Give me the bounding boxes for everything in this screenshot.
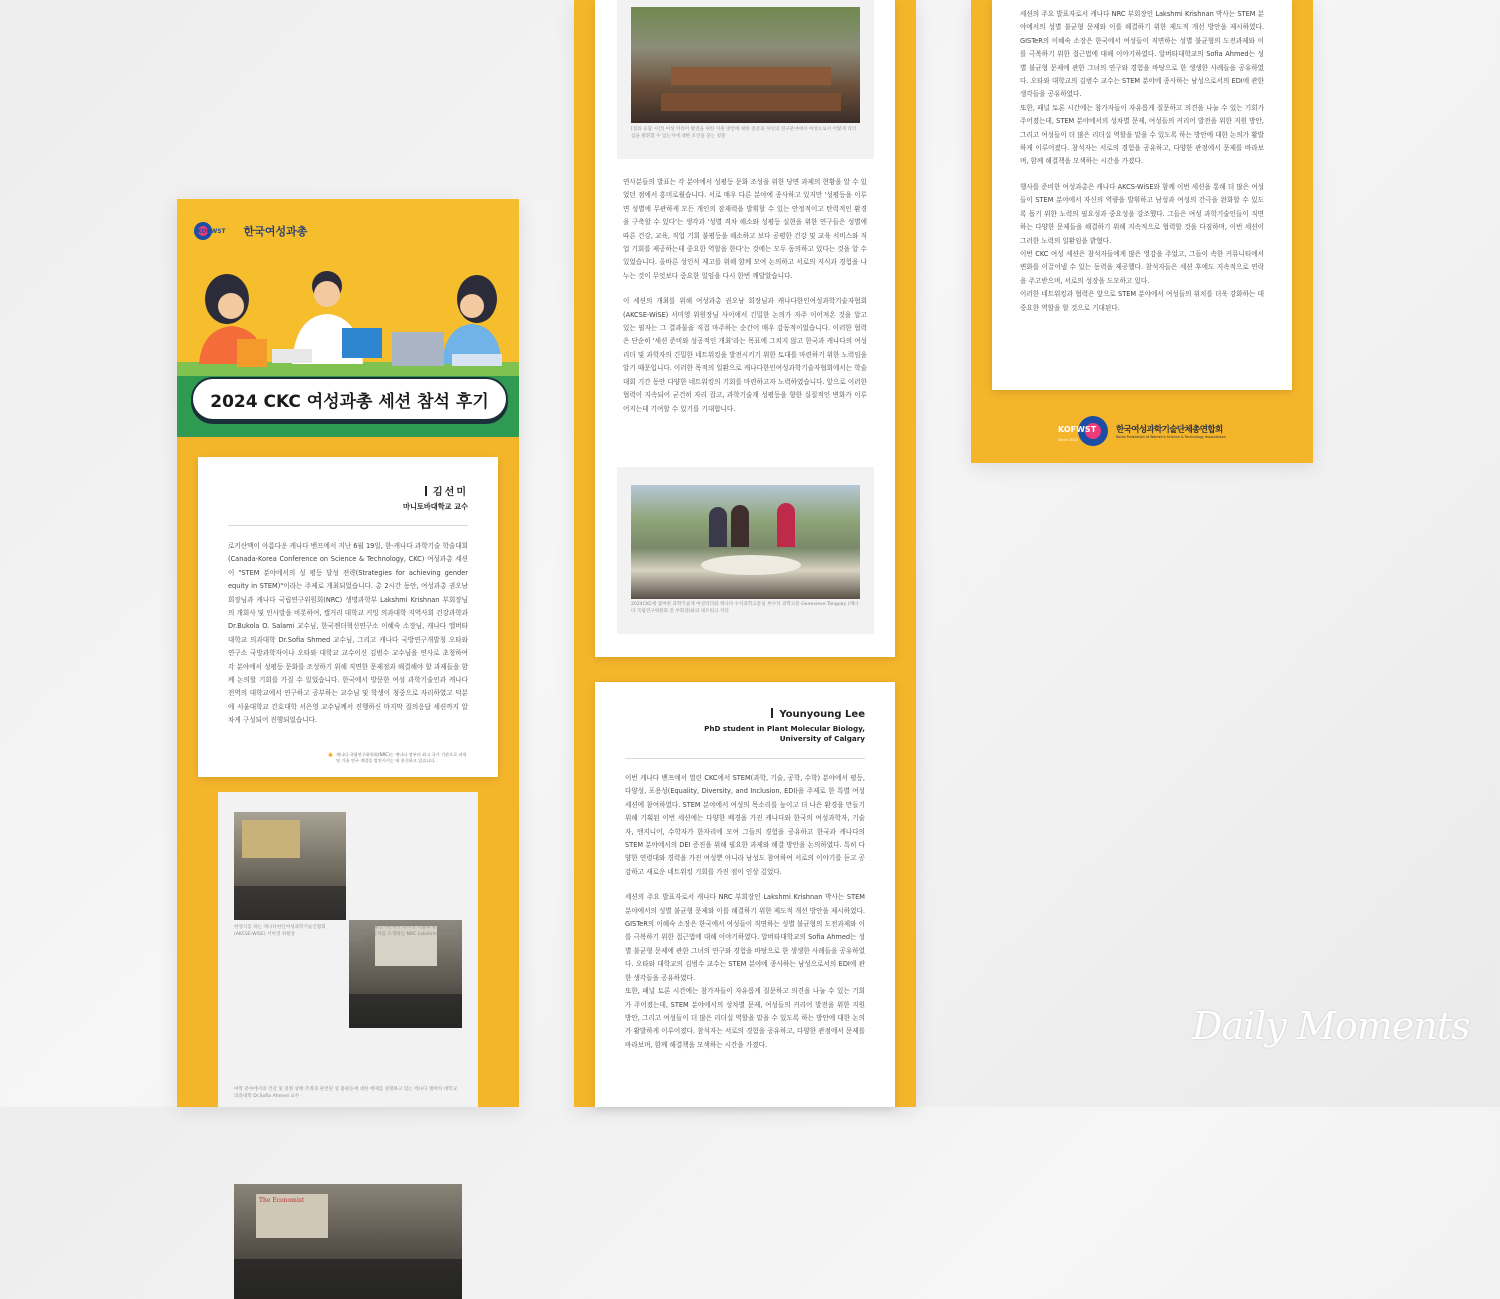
article1-affiliation: 마니토바대학교 교수 [403, 502, 468, 511]
banner-title: 2024 CKC 여성과총 세션 참석 후기 [210, 391, 489, 412]
group-photo-caption: 2024CKC에 참여한 과학기술계 여성리더와 캐나다 수석과학고문실 부수석 과학고문 Genevieve Tanguay (캐나다 국립연구위원회 전 부회장)와의 네트워크 자리 [631, 602, 859, 614]
daily-moments-watermark: Daily Moments [1192, 1004, 1470, 1048]
photo-caption-3: 여학 분야에서의 건강 및 질병 상태 측정과 관련된 성 불평등에 대한 예제를 설명하고 있는 캐나다 앨버타 대학교 의과대학 Dr.Sofia Ahmed 교수 [234, 1087, 458, 1099]
article2-affiliation: PhD student in Plant Molecular Biology, University of Calgary [704, 724, 865, 743]
article2-author: Younyoung Lee [779, 709, 865, 720]
footer-org-en: Korea Federation of Women's Science & Technology Associations [1116, 435, 1226, 439]
column3-paragraph-1: 세션의 주요 발표자로서 캐나다 NRC 부회장인 Lakshmi Krishnan 박사는 STEM 분야에서의 성별 불균형 문제와 이를 해결하기 위한 제도적 개선 방안을 제시하였다. GISTeR의 이혜숙 소장은 한국에서 여성들이 직면하는 성별 불균형의 도전과제와 이를 극복하기 위한 접근법에 대해 이야기하였다. 알버타대학교의 Sofia Ahmed는 성별 불균형 문제에 관한 그녀의 연구와 경험을 바탕으로 한 생생한 사례들을 공유하였다. 오타와 대학교의 김범수 교수는 STEM 분야에 종사하는 남성으로서의 EDI에 관한 생각들을 공유하였다. 또한, 패널 토론 시간에는 참가자들이 자유롭게 질문하고 의견을 나눌 수 있는 기회가 주어졌는데, STEM 분야에서의 성차별 문제, 여성들의 커리어 발전을 위한 지원 방안, 그리고 여성들이 더 많은 리더십 역할을 맡을 수 있도록 하는 방안에 대한 논의가 활발하게 이루어졌다. 참석자는 서로의 경험을 공유하고, 다양한 관점에서 문제를 바라보며, 함께 해결책을 모색하는 시간을 가졌다. [1020, 10, 1264, 166]
column3-card [992, 0, 1292, 390]
column2-paragraph-1: 연사분들의 발표는 각 분야에서 성평등 문화 조성을 위한 당면 과제의 현황을 알 수 있었던 점에서 흥미로웠습니다. 서로 매우 다른 분야에 종사하고 있지만 '성평등을 이루면 성별에 무관하게 모든 개인의 잠재력을 발휘할 수 있는 안정적이고 탄력적인 환경을 구축할 수 있다'는 생각과 '성별 격차 해소와 성평등 실현을 위한 연구들은 성별에 따른 건강, 교육, 직업 기회 불평등을 해소하고 보다 공평한 건강 및 교육 서비스와 직업 기회를 제공하는데 중요한 역할을 한다'는 것에는 모두 동의하고 있다는 것을 알 수 있었습니다. 올바른 성인식 제고를 위해 함께 모여 논의하고 서로의 지식과 경험을 나누는 것이 무엇보다 중요한 일임을 다시 한번 깨달았습니다. [623, 178, 867, 280]
article2-divider [625, 758, 865, 759]
qa-session-photo [631, 7, 860, 123]
article1-body: 로키산맥이 아름다운 캐나다 밴프에서 지난 6월 19일, 한-캐나다 과학기술 학술대회(Canada-Korea Conference on Science & Technology, CKC) 여성과총 세션이 "STEM 분야에서의 성 평등 달성 전략(Strategies for achieving gender equity in STEM)"이라는 주제로 개최되었습니다. 총 2시간 동안, 여성과총 권오남 회장님과 캐나다 국립연구위원회(NRC) 생명과학부 Lakshmi Krishnan 부회장님의 개회사 및 인사말을 비롯하여, 캘거리 대학교 커밍 의과대학 지역사회 건강과학과 Dr.Bukola O. Salami 교수님, 한국젠더혁신연구소 이혜숙 소장님, 캐나다 앨버타대학교 의과대학 Dr.Sofia Shmed 교수님, 그리고 캐나다 국방연구개발청 오타와 연구소 국방과학자이나 오타와 대학교 교수이신 김범수 교수님을 연사로 초청하여 각 분야에서 성평등 문화를 조성하기 위해 직면한 문제점과 해결해야 할 과제들을 함께 논의할 기회를 가질 수 있었습니다. 한국에서 방문한 여성 과학기술인과 캐나다 전역의 대학교에서 연구하고 공부하는 교수님 및 학생이 청중으로 자리하였고 덕분에 서울대학교 간호대학 서은영 교수님께서 진행하신 마지막 질의응답 세션까지 알차게 구성되어 진행되었습니다. [228, 542, 468, 725]
session-photo-1 [234, 812, 346, 920]
article2-paragraph-2: 세션의 주요 발표자로서 캐나다 NRC 부회장인 Lakshmi Krishnan 박사는 STEM 분야에서의 성별 불균형 문제와 이를 해결하기 위한 제도적 개선 방안을 제시하였다. GISTeR의 이혜숙 소장은 한국에서 여성들이 직면하는 성별 불균형의 도전과제와 이를 극복하기 위한 접근법에 대해 이야기하였다. 알버타대학교의 Sofia Ahmed는 성별 불균형 문제에 관한 그녀의 연구와 경험을 바탕으로 한 생생한 사례들을 공유하였다. 오타와 대학교의 김범수 교수는 STEM 분야에 종사하는 남성으로서의 EDI에 관한 생각들을 공유하였다. 또한, 패널 토론 시간에는 참가자들이 자유롭게 질문하고 의견을 나눌 수 있는 기회가 주어졌는데, STEM 분야에서의 성차별 문제, 여성들의 커리어 발전을 위한 지원 방안, 그리고 여성들이 더 많은 리더십 역할을 맡을 수 있도록 하는 방안에 대한 논의가 활발하게 이루어졌다. 참석자는 서로의 경험을 공유하고, 다양한 관점에서 문제를 바라보며, 함께 해결책을 모색하는 시간을 가졌다. [625, 893, 865, 1049]
column3-paragraph-2: 행사를 준비한 여성과총은 캐나다 AKCS-WiSE와 함께 이번 세션을 통해 더 많은 여성들이 STEM 분야에서 자신의 역량을 발휘하고 남성과 여성의 간극을 완화할 수 있도록 돕기 위한 노력의 필요성과 중요성을 강조했다. 그들은 여성 과학기술인들이 직면하는 다양한 문제들을 해결하기 위해 지속적으로 협력할 것을 다짐하며, 이번 세션이 그러한 노력의 일환임을 밝혔다. 이번 CKC 여성 세션은 참석자들에게 많은 영감을 주었고, 그들이 속한 커뮤니티에서 변화를 이끌어낼 수 있는 동력을 제공했다. 참석자들은 세션 후에도 지속적으로 연락을 주고받으며, 서로의 성장을 도모하고 있다. 이러한 네트워킹과 협력은 앞으로 STEM 분야에서 여성들의 위치를 더욱 강화하는 데 중요한 역할을 할 것으로 기대된다. [1020, 182, 1264, 312]
column2-card [595, 0, 895, 657]
column2-paragraph-2: 이 세션의 개최를 위해 여성과총 권오남 회장님과 캐나다한인여성과학기술자협회(AKCSE-WiSE) 서미영 위원장님 사이에서 긴밀한 논의가 자주 이어져온 것을 알고 있는 필자는 그 결과물을 직접 마주하는 순간이 매우 감동적이었습니다. 이러한 협력은 단순히 '세션 준비와 성공적인 개최'라는 목표에 그치지 않고 한국과 캐나다의 여성 리더 및 과학자의 긴밀한 네트워킹을 발전시키기 위한 토대를 마련하기 위한 노력임을 알기 때문입니다. 이러한 목적의 일환으로 캐나다한인여성과학기술자협회에서는 학술대회 기간 동안 다양한 네트워킹의 기회를 마련하고자 노력하였습니다. 앞으로 이러한 협력이 지속되어 굳건히 자리 잡고, 과학기술계 성평등을 향한 실질적인 변화가 이루어지는데 기여할 수 있기를 기대합니다. [623, 297, 867, 413]
photo-caption-2: 캐나다 정부 출연기관에서 라이징 박람회 발표하고 있는 주요 여성과학자를 소개하는 NRC Lakshmi Krishnan 부회장 [349, 925, 460, 944]
banner-title-pill [191, 377, 508, 421]
article2-author-block [625, 708, 865, 744]
article2-card [595, 682, 895, 1107]
article1-author-block [228, 483, 468, 512]
slide-text: The Economist [259, 1197, 305, 1204]
footer-since: Since 2003 [1058, 438, 1079, 442]
group-photo-panel [617, 467, 874, 634]
footnote-star-icon: ✱ [328, 752, 334, 759]
article1-divider [228, 525, 468, 526]
article2-paragraph-1: 이번 캐나다 밴프에서 열린 CKC에서 STEM(과학, 기술, 공학, 수학) 분야에서 평등, 다양성, 포용성(Equality, Diversity, and Inclusion, EDI)을 주제로 한 특별 여성 세션에 참여하였다. STEM 분야에서 여성의 목소리를 높이고 더 나은 환경을 만들기 위해 기획된 이번 세션에는 다양한 배경을 가진 캐나다와 한국의 여성과학자, 기술자, 엔지니어, 수학자가 한자리에 모여 그들의 경험을 공유하고 한국과 캐나다의 STEM 분야에서의 DEI 증진을 위해 필요한 과제와 해결 방안을 논의하였다. 특히 다양한 연령대와 경력을 가진 여성뿐 아니라 남성도 참여하여 서로의 이야기를 듣고 공감하고 새로운 네트워킹 기회를 가진 점이 인상 깊었다. [625, 774, 865, 876]
banner [177, 199, 519, 437]
qa-photo-caption: [질의 응답 시간] 여성 커리어 발전을 위한 지원 방안에 대한 질문과 자신의 연구분야에서 여성으로서 어떻게 리더십을 발휘할 수 있는지에 대한 조언을 묻는 청중 [631, 127, 857, 139]
author-bar [771, 708, 773, 718]
session-photo-3 [234, 1184, 462, 1299]
article1-footnote: ✱ 캐나다 국립연구위원회(NRC)는 캐나다 정부의 최고 국가 기관으로 과학 및 기술 연구 개발을 발전시키는 데 헌신하고 있습니다. [328, 752, 467, 763]
group-photo [631, 485, 860, 599]
org-short-name: 한국여성과총 [243, 225, 308, 238]
logo-text: KOFWST [197, 227, 226, 235]
footer-logo-text: KOFWST [1058, 425, 1097, 434]
kofwst-logo [193, 221, 307, 241]
top-photo-panel [617, 0, 874, 159]
footer-logo [1058, 414, 1226, 448]
article1-author: 김선미 [433, 487, 468, 498]
article1-card [198, 457, 498, 777]
author-bar [425, 486, 427, 496]
photo-caption-1: 한영식를 하는 캐나다한인여성과학기술인협회(AKCSE-WiSE) 서미영 위원장 [234, 925, 326, 937]
footer-org-name: 한국여성과학기술단체총연합회 [1116, 425, 1223, 435]
article1-photo-card [218, 792, 478, 1204]
